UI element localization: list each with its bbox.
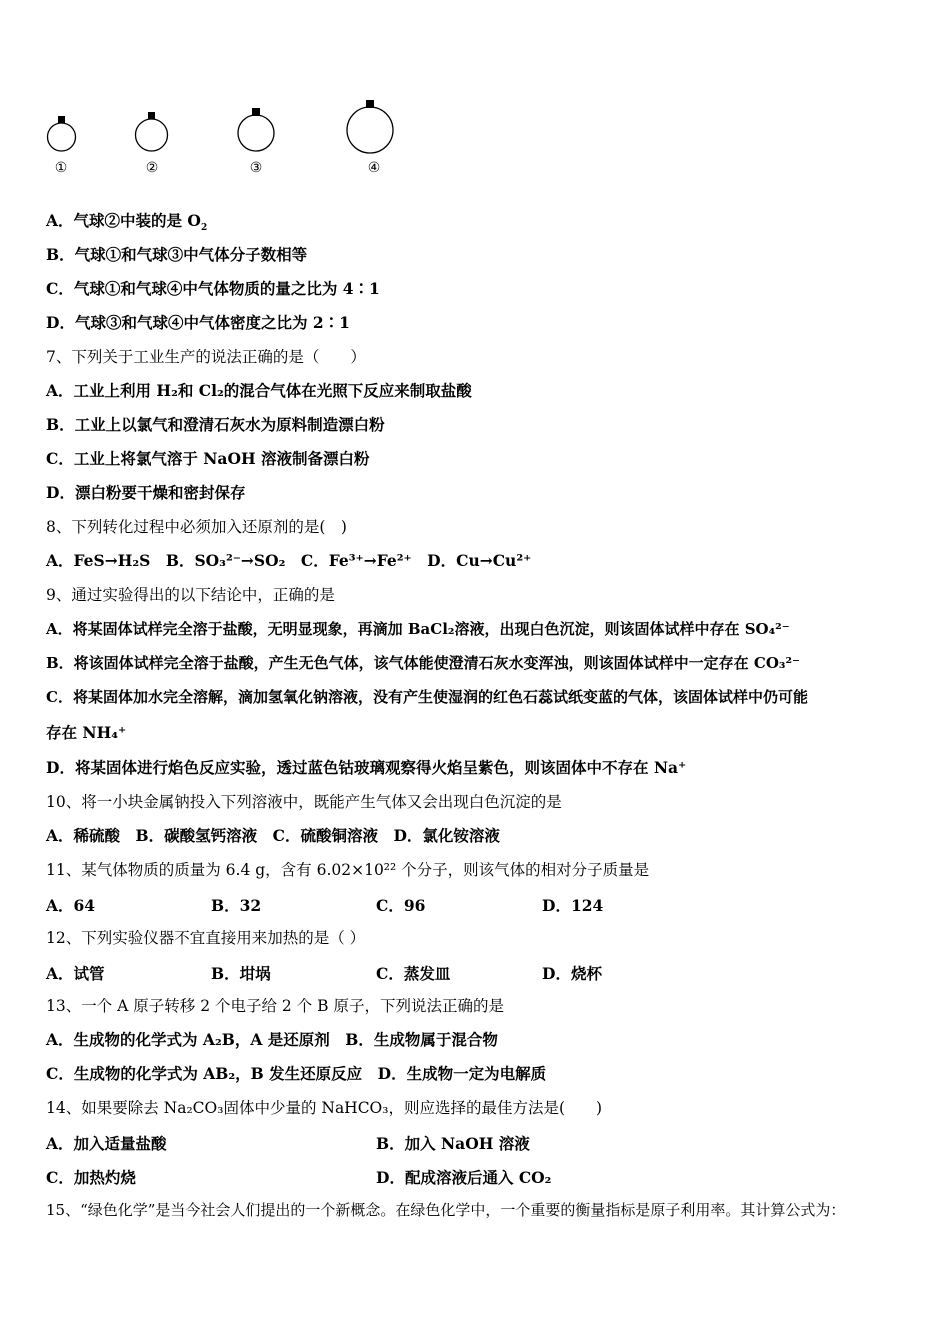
balloon-label-3: ③: [249, 160, 263, 176]
q11-option-c: C．96: [376, 896, 426, 915]
q7-stem: 7、下列关于工业生产的说法正确的是（ ）: [46, 348, 366, 366]
q6-option-c: C．气球①和气球④中气体物质的量之比为 4∶1: [46, 279, 380, 298]
q7-option-c: C．工业上将氯气溶于 NaOH 溶液制备漂白粉: [46, 449, 370, 468]
q11-stem: 11、某气体物质的质量为 6.4 g，含有 6.02×10²² 个分子，则该气体的相对分子质量是: [46, 861, 650, 879]
q14-stem: 14、如果要除去 Na₂CO₃固体中少量的 NaHCO₃，则应选择的最佳方法是( ): [46, 1099, 603, 1117]
q8-options: A．FeS→H₂S B．SO₃²⁻→SO₂ C．Fe³⁺→Fe²⁺ D．Cu→Cu²⁺: [46, 551, 532, 570]
q8-stem: 8、下列转化过程中必须加入还原剂的是( ): [46, 518, 347, 536]
q11-option-b: B．32: [211, 896, 262, 915]
q9-option-c-line1: C．将某固体加水完全溶解，滴加氢氧化钠溶液，没有产生使湿润的红色石蕊试纸变蓝的气体，该固体试样中仍可能: [46, 688, 808, 706]
q9-option-a: A．将某固体试样完全溶于盐酸，无明显现象，再滴加 BaCl₂溶液，出现白色沉淀，则该固体试样中存在 SO₄²⁻: [46, 620, 790, 638]
q6-option-d: D．气球③和气球④中气体密度之比为 2∶1: [46, 313, 350, 332]
q7-option-d: D．漂白粉要干燥和密封保存: [46, 483, 246, 502]
q6-option-b: B．气球①和气球③中气体分子数相等: [46, 245, 308, 264]
q11-option-a: A．64: [46, 896, 96, 915]
q15-stem: 15、“绿色化学”是当今社会人们提出的一个新概念。在绿色化学中，一个重要的衡量指标是原子利用率。其计算公式为：: [46, 1201, 846, 1219]
q14-option-d: D．配成溶液后通入 CO₂: [376, 1168, 552, 1187]
balloon-label-2: ②: [145, 160, 159, 176]
q7-option-b: B．工业上以氯气和澄清石灰水为原料制造漂白粉: [46, 415, 385, 434]
q6-option-a: A．气球②中装的是 $O_2$: [46, 211, 208, 234]
balloon-label-4: ④: [367, 160, 381, 176]
q13-stem: 13、一个 A 原子转移 2 个电子给 2 个 B 原子，下列说法正确的是: [46, 997, 504, 1015]
q9-stem: 9、通过实验得出的以下结论中，正确的是: [46, 586, 335, 604]
q11-option-d: D．124: [542, 896, 604, 915]
balloon-label-1: ①: [54, 160, 68, 176]
q12-option-c: C．蒸发皿: [376, 964, 451, 983]
q7-option-a: A．工业上利用 H₂和 Cl₂的混合气体在光照下反应来制取盐酸: [46, 381, 472, 400]
q14-option-c: C．加热灼烧: [46, 1168, 136, 1187]
q12-option-d: D．烧杯: [542, 964, 602, 983]
q10-stem: 10、将一小块金属钠投入下列溶液中，既能产生气体又会出现白色沉淀的是: [46, 793, 562, 811]
q12-option-b: B．坩埚: [211, 964, 271, 983]
q13-options-cd: C．生成物的化学式为 AB₂，B 发生还原反应 D．生成物一定为电解质: [46, 1064, 547, 1083]
q9-option-d: D．将某固体进行焰色反应实验，透过蓝色钴玻璃观察得火焰呈紫色，则该固体中不存在 Na⁺: [46, 758, 687, 777]
q13-options-ab: A．生成物的化学式为 A₂B，A 是还原剂 B．生成物属于混合物: [46, 1030, 498, 1049]
q10-options: A．稀硫酸 B．碳酸氢钙溶液 C．硫酸铜溶液 D．氯化铵溶液: [46, 826, 500, 845]
q14-option-a: A．加入适量盐酸: [46, 1134, 167, 1153]
q9-option-b: B．将该固体试样完全溶于盐酸，产生无色气体，该气体能使澄清石灰水变浑浊，则该固体试样中一定存在 CO₃²⁻: [46, 654, 800, 672]
q12-option-a: A．试管: [46, 964, 105, 983]
balloon-figure: [0, 95, 950, 185]
q14-option-b: B．加入 NaOH 溶液: [376, 1134, 530, 1153]
q12-stem: 12、下列实验仪器不宜直接用来加热的是（ ）: [46, 929, 366, 947]
q9-option-c-line2: 存在 NH₄⁺: [46, 723, 127, 742]
